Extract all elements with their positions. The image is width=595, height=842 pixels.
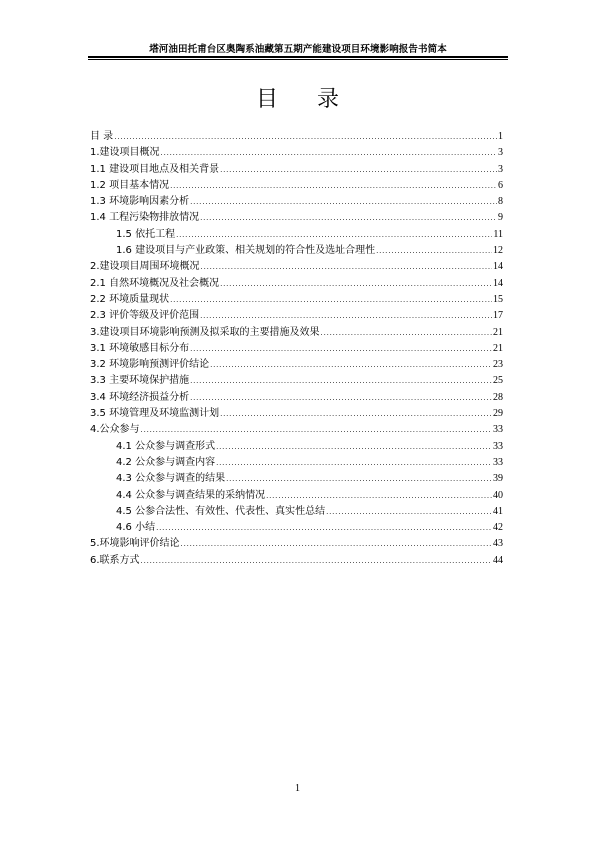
toc-entry[interactable] [90, 520, 503, 536]
toc-entry[interactable] [90, 406, 503, 422]
toc-entry-label: 1.5 依托工程 [116, 228, 176, 240]
toc-entry-page: 3 [498, 163, 503, 175]
page-number: 1 [295, 783, 300, 794]
toc-entry-page: 44 [493, 554, 503, 566]
toc-entry-label: 1.2 项目基本情况 [90, 179, 170, 191]
toc-entry[interactable] [90, 422, 503, 438]
toc-entry-label: 1.4 工程污染物排放情况 [90, 212, 200, 224]
toc-dot-leader [114, 129, 497, 145]
toc-dot-leader [220, 276, 492, 292]
toc-entry-page: 23 [493, 359, 503, 371]
toc-entry-page: 29 [493, 408, 503, 420]
toc-entry[interactable] [90, 488, 503, 504]
toc-entry-label: 4.6 小结 [116, 522, 156, 534]
toc-dot-leader [226, 471, 492, 487]
toc-entry-page: 43 [493, 538, 503, 550]
toc-entry[interactable] [90, 536, 503, 552]
toc-entry-page: 15 [493, 293, 503, 305]
toc-dot-leader [190, 390, 492, 406]
toc-entry-label: 2.2 环境质量现状 [90, 293, 170, 305]
toc-entry[interactable] [90, 373, 503, 389]
toc-dot-leader [190, 194, 497, 210]
toc-dot-leader [321, 325, 492, 341]
toc-dot-leader [141, 553, 492, 569]
toc-entry-label: 4.1 公众参与调查形式 [116, 440, 216, 452]
toc-entry-page: 14 [493, 261, 503, 273]
toc-dot-leader [216, 455, 492, 471]
toc-entry-page: 33 [493, 456, 503, 468]
toc-entry-label: 3.1 环境敏感目标分布 [90, 342, 190, 354]
toc-entry-page: 21 [493, 326, 503, 338]
toc-entry[interactable] [90, 292, 503, 308]
toc-entry-label: 4.公众参与 [90, 424, 140, 436]
header-rule-thick [88, 56, 508, 58]
toc-entry[interactable] [90, 553, 503, 569]
toc-entry-page: 17 [493, 310, 503, 322]
toc-entry-page: 8 [498, 196, 503, 208]
toc-entry-page: 9 [498, 212, 503, 224]
toc-entry-label: 3.2 环境影响预测评价结论 [90, 359, 210, 371]
toc-entry-page: 1 [498, 131, 503, 142]
toc-entry-page: 39 [493, 473, 503, 485]
toc-entry[interactable] [90, 210, 503, 226]
toc-entry[interactable] [90, 227, 503, 243]
toc-entry[interactable] [90, 194, 503, 210]
toc-dot-leader [201, 259, 492, 275]
toc-title: 目 录 [256, 87, 355, 112]
toc-entry[interactable] [90, 455, 503, 471]
toc-entry-label: 1.3 环境影响因素分析 [90, 196, 190, 208]
toc-entry-label: 4.4 公众参与调查结果的采纳情况 [116, 489, 266, 501]
header-rule-thin [88, 59, 508, 60]
toc-entry[interactable] [90, 504, 503, 520]
toc-entry-label: 1.1 建设项目地点及相关背景 [90, 163, 220, 175]
toc-dot-leader [200, 210, 497, 226]
toc-entry-page: 12 [493, 245, 503, 257]
toc-dot-leader [376, 243, 492, 259]
toc-entry-label: 2.3 评价等级及评价范围 [90, 310, 200, 322]
toc-entry-label: 3.4 环境经济损益分析 [90, 391, 190, 403]
toc-entry-page: 28 [493, 391, 503, 403]
toc-entry-page: 6 [498, 179, 503, 191]
toc-entry-label: 5.环境影响评价结论 [90, 538, 180, 550]
table-of-contents [90, 129, 503, 569]
toc-dot-leader [156, 520, 492, 536]
toc-entry[interactable] [90, 276, 503, 292]
toc-entry-label: 3.5 环境管理及环境监测计划 [90, 408, 220, 420]
toc-dot-leader [220, 162, 497, 178]
toc-dot-leader [170, 178, 497, 194]
toc-entry[interactable] [90, 178, 503, 194]
toc-dot-leader [190, 341, 492, 357]
toc-entry-label: 2.建设项目周围环境概况 [90, 261, 200, 273]
toc-entry[interactable] [90, 308, 503, 324]
toc-dot-leader [176, 227, 492, 243]
toc-dot-leader [220, 406, 492, 422]
toc-entry-label: 4.2 公众参与调查内容 [116, 456, 216, 468]
toc-entry-label: 2.1 自然环境概况及社会概况 [90, 277, 220, 289]
toc-entry-label: 1.建设项目概况 [90, 147, 160, 159]
toc-dot-leader [190, 373, 492, 389]
toc-entry-label: 6.联系方式 [90, 554, 140, 566]
toc-entry-page: 21 [493, 342, 503, 354]
toc-entry-label: 1.6 建设项目与产业政策、相关规划的符合性及选址合理性 [116, 245, 376, 257]
toc-dot-leader [141, 422, 492, 438]
toc-entry-label: 目 录 [90, 131, 114, 142]
toc-entry-page: 42 [493, 522, 503, 534]
toc-entry[interactable] [90, 390, 503, 406]
toc-entry[interactable] [90, 341, 503, 357]
toc-entry[interactable] [90, 243, 503, 259]
toc-entry-page: 3 [498, 147, 503, 159]
toc-dot-leader [161, 145, 497, 161]
toc-dot-leader [210, 357, 492, 373]
toc-entry-page: 33 [493, 440, 503, 452]
toc-entry[interactable] [90, 325, 503, 341]
toc-entry[interactable] [90, 439, 503, 455]
toc-entry-page: 11 [493, 228, 503, 240]
toc-dot-leader [200, 308, 492, 324]
toc-entry-page: 14 [493, 277, 503, 289]
toc-entry[interactable] [90, 471, 503, 487]
toc-entry[interactable] [90, 162, 503, 178]
toc-entry-label: 3.3 主要环境保护措施 [90, 375, 190, 387]
toc-entry-page: 33 [493, 424, 503, 436]
toc-entry-label: 3.建设项目环境影响预测及拟采取的主要措施及效果 [90, 326, 320, 338]
toc-dot-leader [216, 439, 492, 455]
toc-entry[interactable] [90, 145, 503, 161]
running-header: 塔河油田托甫台区奥陶系油藏第五期产能建设项目环境影响报告书简本 [149, 44, 447, 55]
toc-entry[interactable] [90, 129, 503, 145]
toc-dot-leader [326, 504, 492, 520]
toc-entry[interactable] [90, 259, 503, 275]
toc-entry-page: 25 [493, 375, 503, 387]
toc-entry[interactable] [90, 357, 503, 373]
toc-entry-page: 41 [493, 505, 503, 517]
toc-dot-leader [181, 536, 492, 552]
toc-dot-leader [170, 292, 492, 308]
toc-entry-label: 4.3 公众参与调查的结果 [116, 473, 226, 485]
toc-entry-label: 4.5 公参合法性、有效性、代表性、真实性总结 [116, 505, 326, 517]
toc-dot-leader [266, 488, 492, 504]
toc-entry-page: 40 [493, 489, 503, 501]
